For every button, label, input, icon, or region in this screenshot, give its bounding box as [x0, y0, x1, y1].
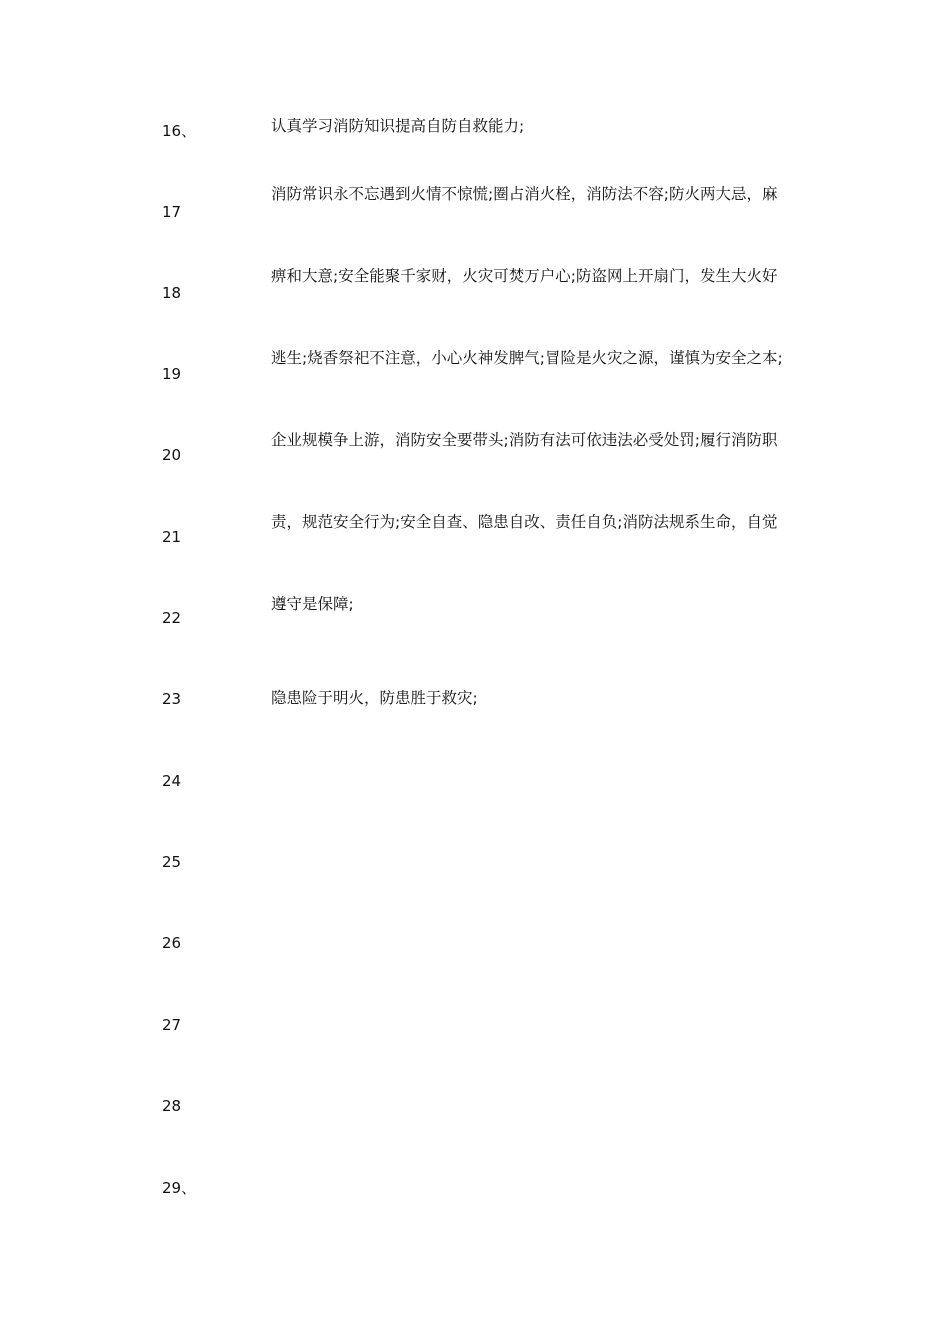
list-number-25: 25: [162, 853, 182, 871]
text-line-4: 逃生;烧香祭祀不注意，小心火神发脾气;冒险是火灾之源，谨慎为安全之本;: [271, 349, 783, 367]
list-number-23: 23: [162, 690, 182, 708]
text-line-8: 隐患险于明火，防患胜于救灾;: [271, 689, 478, 707]
list-number-24: 24: [162, 772, 182, 790]
list-number-22: 22: [162, 609, 182, 627]
text-line-2: 消防常识永不忘遇到火情不惊慌;圈占消火栓，消防法不容;防火两大忌，麻: [271, 185, 778, 203]
text-line-1: 认真学习消防知识提高自防自救能力;: [271, 117, 525, 135]
list-number-29: 29、: [162, 1179, 197, 1197]
list-number-18: 18: [162, 284, 182, 302]
list-number-21: 21: [162, 528, 182, 546]
list-number-20: 20: [162, 446, 182, 464]
text-line-6: 责，规范安全行为;安全自查、隐患自改、责任自负;消防法规系生命，自觉: [271, 513, 778, 531]
list-number-26: 26: [162, 934, 182, 952]
list-number-17: 17: [162, 203, 182, 221]
text-line-7: 遵守是保障;: [271, 595, 354, 613]
list-number-19: 19: [162, 365, 182, 383]
text-line-5: 企业规模争上游，消防安全要带头;消防有法可依违法必受处罚;履行消防职: [271, 431, 778, 449]
list-number-16: 16、: [162, 122, 197, 140]
text-line-3: 痹和大意;安全能聚千家财，火灾可焚万户心;防盗网上开扇门，发生大火好: [271, 267, 778, 285]
list-number-27: 27: [162, 1016, 182, 1034]
list-number-28: 28: [162, 1097, 182, 1115]
